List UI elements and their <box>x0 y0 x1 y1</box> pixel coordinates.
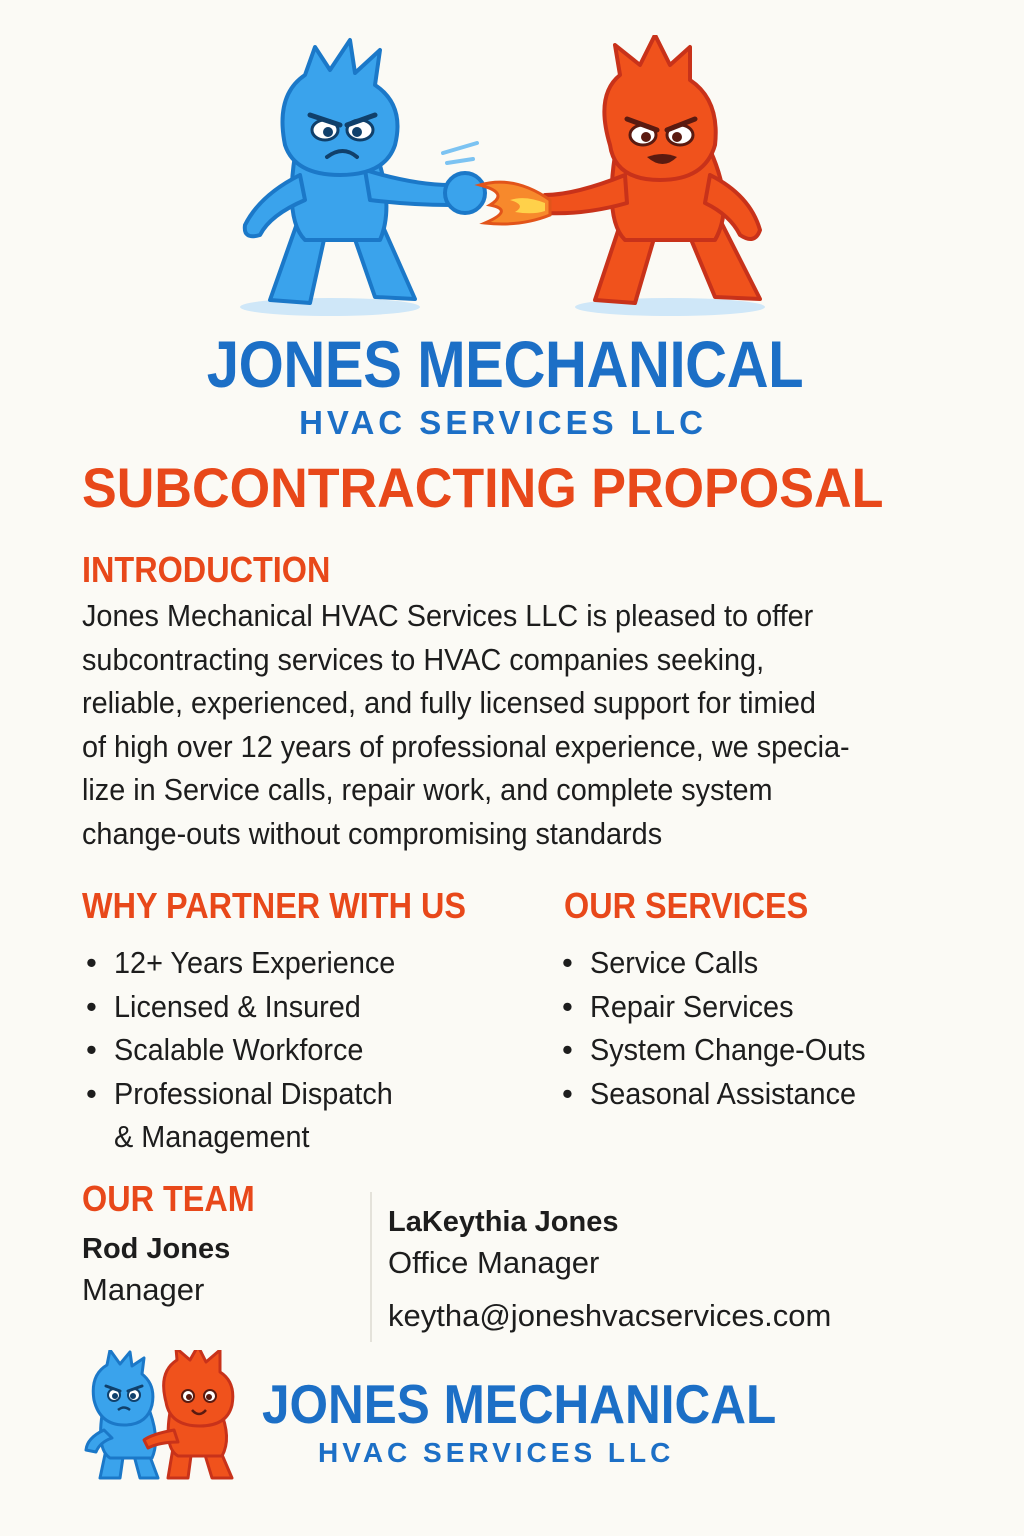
introduction-body <box>82 594 952 855</box>
introduction-line: Jones Mechanical HVAC Services LLC is pleased to offer <box>82 598 814 633</box>
list-item: • System Change-Outs <box>562 1032 866 1067</box>
introduction-line: lize in Service calls, repair work, and complete system <box>82 772 773 807</box>
team-member-role: Manager <box>82 1272 205 1307</box>
introduction-line: change-outs without compromising standards <box>82 815 663 851</box>
document-title: SUBCONTRACTING PROPOSAL <box>82 456 884 519</box>
team-member-name: Rod Jones <box>82 1233 231 1265</box>
team-member-name: LaKeythia Jones <box>388 1206 619 1238</box>
introduction-heading: INTRODUCTION <box>82 549 331 590</box>
list-item: • Professional Dispatch <box>86 1075 393 1111</box>
why-partner-heading: WHY PARTNER WITH US <box>82 885 466 926</box>
services-heading: OUR SERVICES <box>564 885 809 926</box>
introduction-line: of high over 12 years of professional experience, we specia- <box>82 728 850 764</box>
list-item: • Licensed & Insured <box>86 988 361 1024</box>
list-item-continuation: & Management <box>114 1119 310 1154</box>
list-item: • Seasonal Assistance <box>562 1075 857 1111</box>
team-member-role: Office Manager <box>388 1245 600 1280</box>
team-member-email: keytha@joneshvacservices.com <box>388 1298 832 1333</box>
brand-subtitle: HVAC SERVICES LLC <box>299 404 707 441</box>
list-item: • 12+ Years Experience <box>86 945 396 980</box>
footer-brand-subtitle: HVAC SERVICES LLC <box>318 1437 675 1468</box>
team-heading: OUR TEAM <box>82 1178 255 1219</box>
ice-and-fire-duo-icon <box>82 1350 242 1485</box>
list-item: • Scalable Workforce <box>86 1032 364 1067</box>
list-item: • Service Calls <box>562 945 759 980</box>
list-item: • Repair Services <box>562 988 794 1024</box>
introduction-line: subcontracting services to HVAC companies seeking, <box>82 641 765 677</box>
services-list <box>558 941 998 1115</box>
ice-vs-fire-mascot-icon <box>215 35 795 330</box>
why-partner-list <box>82 941 542 1159</box>
team-divider <box>370 1192 372 1342</box>
brand-name: JONES MECHANICAL <box>206 327 804 401</box>
footer-brand-name: JONES MECHANICAL <box>262 1373 777 1435</box>
introduction-line: reliable, experienced, and fully licensed support for timied <box>82 685 816 720</box>
